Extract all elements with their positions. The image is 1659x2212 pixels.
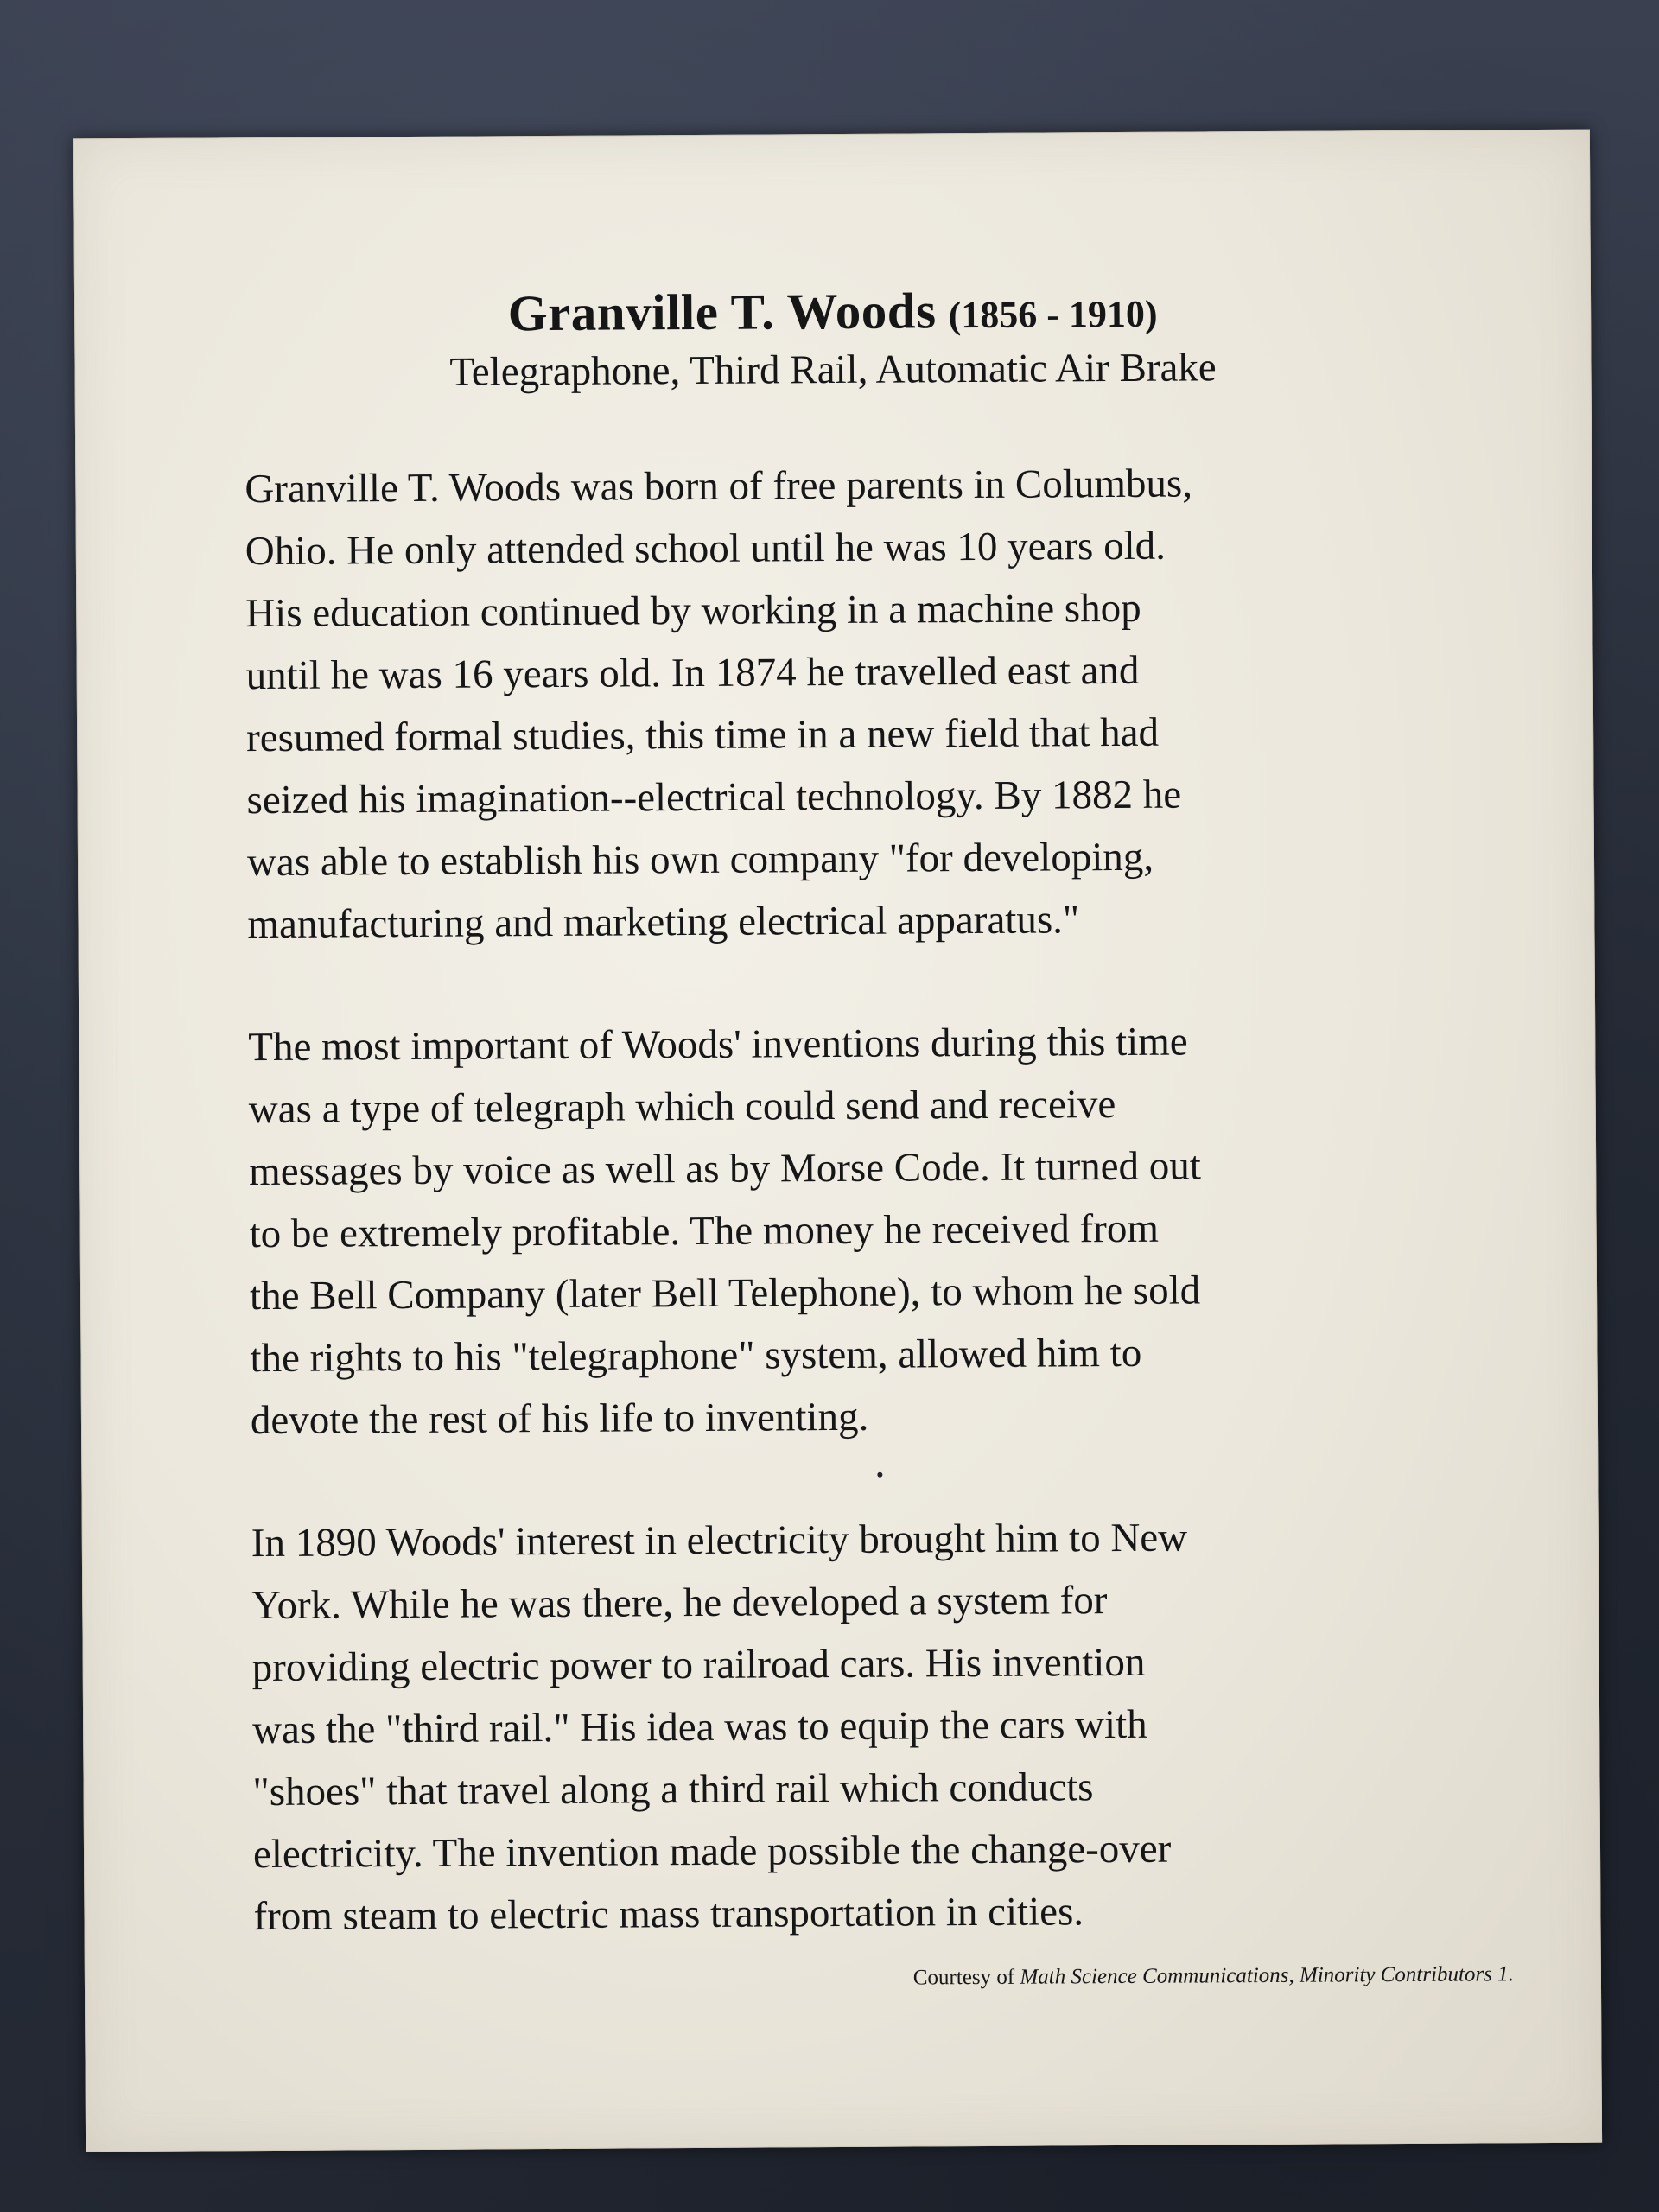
credit-line (913, 1962, 1514, 1990)
text-line: His education continued by working in a machine shop (245, 585, 1141, 637)
text-line: "shoes" that travel along a third rail which conducts (252, 1764, 1094, 1815)
text-line: Granville T. Woods was born of free parents in Columbus, (245, 461, 1193, 512)
paragraph-early-life (245, 450, 1509, 956)
text-line: The most important of Woods' inventions during this time (248, 1019, 1188, 1071)
biography-text (245, 450, 1516, 2008)
text-line: Ohio. He only attended school until he was 10 years old. (245, 523, 1166, 575)
text-line: electricity. The invention made possible the change-over (252, 1826, 1172, 1878)
ink-speck (877, 1472, 882, 1478)
text-line: messages by voice as well as by Morse Code. It turned out (249, 1143, 1202, 1195)
paragraph-third-rail (251, 1504, 1516, 1948)
text-line: the Bell Company (later Bell Telephone), to whom he sold (249, 1268, 1201, 1319)
text-line: until he was 16 years old. In 1874 he travelled east and (245, 647, 1140, 699)
text-line: was able to establish his own company "for developing, (246, 834, 1154, 886)
text-line: In 1890 Woods' interest in electricity brought him to New (251, 1515, 1188, 1567)
text-line: devote the rest of his life to inventing. (250, 1394, 869, 1444)
credit-prefix: Courtesy of (912, 1965, 1015, 1990)
title-line (75, 277, 1590, 346)
info-placard (73, 130, 1602, 2152)
credit-source: Math Science Communications, Minority Contributors 1. (1020, 1962, 1514, 1989)
text-line: from steam to electric mass transportation in cities. (253, 1889, 1084, 1940)
text-line: to be extremely profitable. The money he received from (249, 1205, 1160, 1257)
text-line: providing electric power to railroad cars. His invention (251, 1639, 1146, 1691)
inventor-name: Granville T. Woods (507, 282, 937, 342)
text-line: York. While he was there, he developed a system for (251, 1578, 1108, 1629)
inventions-subtitle: Telegraphone, Third Rail, Automatic Air Brake (449, 345, 1217, 395)
text-line: manufacturing and marketing electrical apparatus." (247, 897, 1080, 948)
paragraph-telegraphone (248, 1008, 1512, 1452)
text-line: seized his imagination--electrical technology. By 1882 he (246, 772, 1182, 823)
life-dates: (1856 - 1910) (948, 292, 1158, 337)
text-line: was a type of telegraph which could send and receive (248, 1082, 1116, 1133)
text-line: resumed formal studies, this time in a new field that had (245, 709, 1160, 761)
text-line: was the "third rail." His idea was to equip the cars with (251, 1701, 1147, 1753)
title-block (75, 277, 1591, 398)
text-line: the rights to his "telegraphone" system, allowed him to (250, 1330, 1142, 1382)
